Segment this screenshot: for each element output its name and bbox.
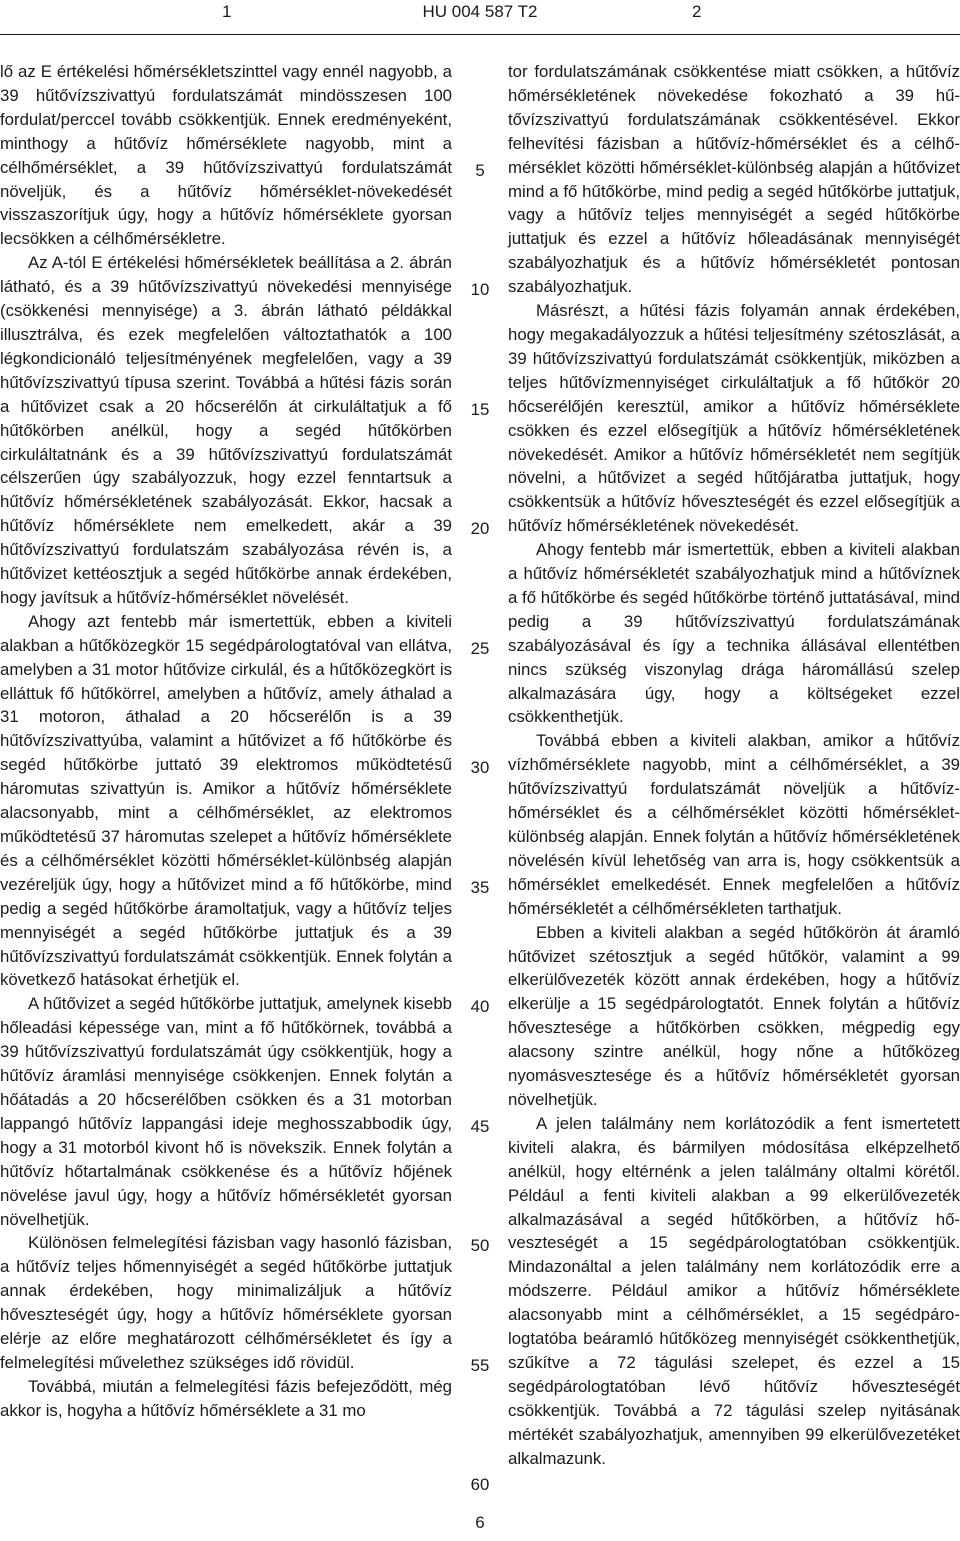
- right-paragraph-2: Másrészt, a hűtési fázis folyamán annak érdekében, hogy megakadályozzuk a hűtési teljesítmény szétoszlását, a 39 hűtővízszivattyú fordulatszámát csökkentjük, miközben a teljes hűtővízmennyiséget cirkuláltatjuk a fő hűtőkör 20 hőcserélőjén keresztül, amikor a hűtővíz hőmérséklete csökken és ezzel elősegítjük a hűtővíz hőmérsékletének növekedését. Amikor a hűtővíz hőmérsékletét nem segítjük növelni, a hűtővizet a segéd hűtőjáratba juttatjuk, hogy csökkentsük a hűtővíz hőveszteségét és ezzel elősegítjük a hűtővíz hőmérsékletének növekedését.: [508, 301, 960, 536]
- right-paragraph-6: A jelen találmány nem korlátozódik a fent ismertetett kiviteli alakra, és bármilyen módosítása elképzelhető anélkül, hogy eltérnénk a jelen találmány oltalmi körétől. Például a fenti kiviteli alakban a 99 elkerülővezeték alkalmazásával a segéd hűtőkörben, a hűtővíz hőveszteségét a 15 segédpárologtatóban csökkentjük. Mindazonáltal a jelen találmány nem korlátozódik erre a módszerre. Például amikor a hűtővíz hőmérséklete alacsonyabb mint a célhőmérséklet, a 15 segédpárologtatóba beáramló hűtőközeg mennyiségét csökkenthetjük, szűkítve a 72 tágulási szelepet, és ezzel a 15 segédpárologtatóban lévő hűtővíz hőveszteségét csökkentjük. Továbbá a 72 tágulási szelep nyitásának mértékét szabályozhatjuk, amennyiben 99 elkerülővezetéket alkalmazunk.: [508, 1113, 960, 1468]
- line-number: 60: [470, 1475, 490, 1494]
- left-paragraph-4: A hűtővizet a segéd hűtőkörbe juttatjuk, amelynek kisebb hőleadási képessége van, mint a fő hűtőkörnek, továbbá a 39 hűtővízszivattyú fordulatszámát úgy csökkentjük, hogy a hűtővíz áramlási mennyisége csökkenjen. Ennek folytán a hőátadás a 20 hőcserélőben csökken és a 31 motorban lappangó hűtővíz lappangási ideje meghosszabbodik úgy, hogy a 31 motorból kivont hő is növekszik. Ennek folytán a hűtővíz hőtartalmának csökkenése és a hűtővíz hőjének növelése javul úgy, hogy a hűtővíz hőmérsékletét gyorsan növelhetjük.: [0, 994, 452, 1229]
- left-page-number: 1: [222, 2, 232, 21]
- right-paragraph-4: Továbbá ebben a kiviteli alakban, amikor a hűtővíz vízhőmérséklete nagyobb, mint a célhőmérséklet, a 39 hűtővízszivattyú fordulatszámát növeljük a hűtővíz-hőmérséklet és a célhőmérséklet közötti hőmérséklet-különbség alapján. Ennek folytán a hűtővíz hőmérsékletének növelésén kívül lehetőség van arra is, hogy csökkentsük a hőmérséklet emelkedését. Ennek megfelelően a hűtővíz hőmérsékletét a célhőmérsékleten tarthatjuk.: [508, 731, 960, 918]
- left-column: [0, 60, 452, 1423]
- left-paragraph-5: Különösen felmelegítési fázisban vagy hasonló fázisban, a hűtővíz teljes hőmennyiségét a segéd hűtőkörbe juttatjuk annak érdekében, hogy minimalizáljuk a hűtővíz hőveszteségét úgy, hogy a hűtővíz hőmérséklete gyorsan elérje az előre meghatározott célhőmérsékletet és így a felmelegítési művelethez szükséges idő rövidül.: [0, 1233, 452, 1372]
- line-number: 30: [470, 758, 490, 777]
- line-number: 45: [470, 1117, 490, 1136]
- right-column: [508, 60, 960, 1470]
- line-number: 10: [470, 280, 490, 299]
- left-paragraph-3: Ahogy azt fentebb már ismertettük, ebben a kiviteli alakban a hűtőközegkör 15 segédpárologtatóval van ellátva, amelyben a 31 motor hűtővize cirkulál, és a hűtőközegkört is elláttuk fő hűtőkörrel, amelyben a hűtővíz, amely áthalad a 31 motoron, áthalad a 20 hőcserélőn is a 39 hűtővízszivattyúba, valamint a hűtővizet a fő hűtőkörbe és segéd hűtőkörbe juttató 39 elektromos működtetésű háromutas szivattyún is. Amikor a hűtővíz hőmérséklete alacsonyabb, mint a célhőmérséklet, az elektromos működtetésű 37 háromutas szelepet a hűtővíz hőmérséklete és a célhőmérséklet közötti hőmérséklet-különbség alapján vezéreljük úgy, hogy a hűtővizet mind a fő hűtőkörbe, mind pedig a segéd hűtőkörbe áramoltatjuk, vagy a hűtővíz teljes mennyiségét a segéd hűtőkörbe juttatjuk és a 39 hűtővízszivattyú fordulatszámát csökkentjük. Ennek folytán a következő hatásokat érhetjük el.: [0, 611, 452, 990]
- line-number: 5: [475, 161, 485, 180]
- right-paragraph-5: Ebben a kiviteli alakban a segéd hűtőkörön át áramló hűtővizet szétosztjuk a segéd hűtőkör, valamint a 99 elkerülővezeték között annak érdekében, hogy a hűtővíz elkerülje a 15 segédpárologtatót. Ennek folytán a hűtővíz hővesztesége a hűtőkörben csökken, mégpedig egy alacsony szintre anélkül, hogy nőne a hűtőközeg nyomásvesztesége és a hűtővíz hőmérsékletét gyorsan növelhetjük.: [508, 922, 960, 1109]
- line-number: 15: [470, 400, 490, 419]
- line-number: 35: [470, 878, 490, 897]
- page-footer: [0, 1512, 960, 1534]
- left-paragraph-1: lő az E értékelési hőmérsékletszinttel vagy ennél nagyobb, a 39 hűtővízszivattyú fordulatszámát mindösszesen 100 fordulat/perccel tovább csökkentjük. Ennek eredményeként, minthogy a hűtővíz hőmérséklete nagyobb, mint a célhőmérséklet, a 39 hűtővízszivattyú fordulatszámát növeljük, és a hűtővíz hőmérséklet-növekedését visszaszorítjuk úgy, hogy a hűtővíz hőmérséklete gyorsan lecsökken a célhőmérsékletre.: [0, 62, 452, 249]
- right-paragraph-3: Ahogy fentebb már ismertettük, ebben a kiviteli alakban a hűtővíz hőmérsékletét szabályozhatjuk mind a hűtővíznek a fő hűtőkörbe és segéd hűtőkörbe történő juttatásával, mind pedig a 39 hűtővízszivattyú fordulatszámának szabályozásával és így a technika állásával ellentétben nincs szükség viszonylag drága háromállású szelep alkalmazására úgy, hogy a költségeket ezzel csökkenthetjük.: [508, 540, 960, 727]
- line-number-gutter: [458, 0, 502, 1500]
- left-paragraph-6: Továbbá, miután a felmelegítési fázis befejeződött, még akkor is, hogyha a hűtővíz hőmérséklete a 31 mo: [0, 1376, 452, 1420]
- line-number: 40: [470, 997, 490, 1016]
- line-number: 20: [470, 519, 490, 538]
- footer-page-number: 6: [475, 1513, 485, 1532]
- line-number: 55: [470, 1356, 490, 1375]
- line-number: 25: [470, 639, 490, 658]
- document-id: HU 004 587 T2: [422, 2, 538, 21]
- right-paragraph-1: tor fordulatszámának csökkentése miatt csökken, a hűtővíz hőmérsékletének növekedése fokozható a 39 hűtővízszivattyú fordulatszámának csökkentésével. Ekkor felhevítési fázisban a hűtővíz-hőmérséklet és a célhőmérséklet közötti hőmérséklet-különbség alapján a hűtővizet mind a fő hűtőkörbe, mind pedig a segéd hűtőkörbe juttatjuk, vagy a hűtővíz teljes mennyiségét a segéd hűtőkörbe juttatjuk és ezzel a hűtővíz hőleadásának mennyiségét szabályozhatjuk és a hűtővíz hőmérsékletét pontosan szabályozhatjuk.: [508, 62, 960, 297]
- line-number: 50: [470, 1236, 490, 1255]
- left-paragraph-2: Az A-tól E értékelési hőmérsékletek beállítása a 2. ábrán látható, és a 39 hűtővízszivattyú növekedési mennyisége (csökkenési mennyisége) a 3. ábrán látható példákkal illusztrálva, és ezek megfelelően változtathatók a 100 légkondicionáló teljesítményének megfelelően, vagy a 39 hűtővízszivattyú típusa szerint. Továbbá a hűtési fázis során a hűtővizet csak a 20 hőcserélőn át cirkuláltatjuk a fő hűtőkörben anélkül, hogy a segéd hűtőkörben cirkuláltatnánk és a 39 hűtővízszivattyú fordulatszámát célszerűen úgy szabályozzuk, hogy ezzel fenntartsuk a hűtővíz hőmérsékletének szabályozását. Ekkor, hacsak a hűtővíz hőmérséklete nem emelkedett, akár a 39 hűtővízszivattyú fordulatszám szabályozása révén is, a hűtővizet kettéosztjuk a segéd hűtőkörbe annak érdekében, hogy javítsuk a hűtővíz-hőmérséklet növelését.: [0, 253, 452, 607]
- right-page-number: 2: [692, 2, 702, 21]
